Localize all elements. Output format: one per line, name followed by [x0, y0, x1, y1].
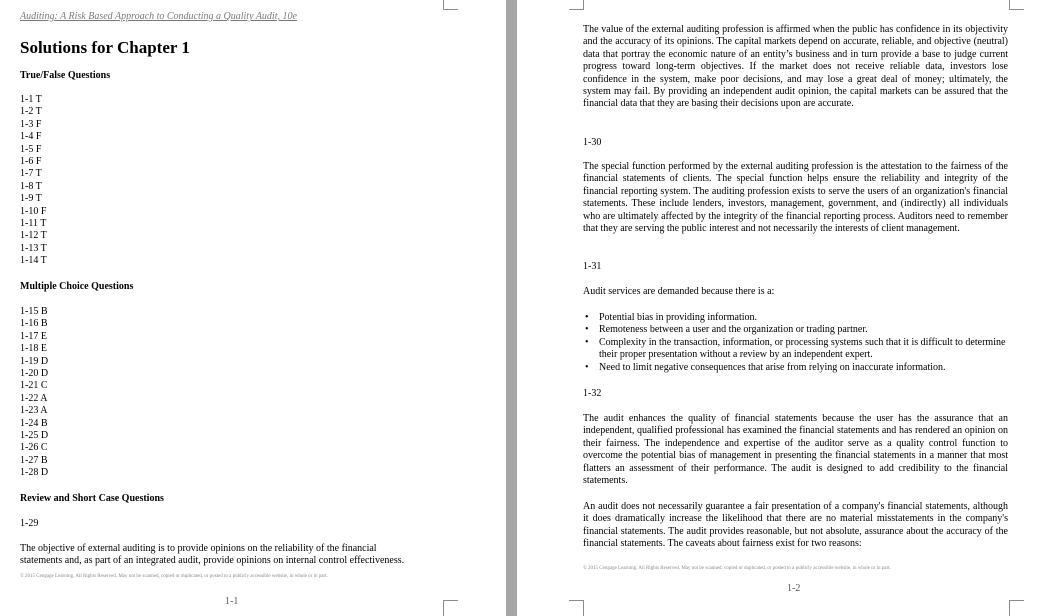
answer-item: 1-12 T — [20, 230, 47, 242]
answer-item: 1-20 D — [20, 368, 49, 380]
question-label-1-31: 1-31 — [583, 261, 602, 272]
bullet-text: Complexity in the transaction, information, or processing systems such that it is difficult to determine their proper presentation without a review by an independent expert. — [599, 336, 1006, 361]
crop-mark-top-left — [569, 0, 584, 10]
answer-item: 1-10 F — [20, 205, 47, 217]
answer-item: 1-13 T — [20, 242, 47, 254]
crop-mark-bottom-right — [1009, 600, 1024, 616]
answer-item: 1-2 T — [20, 106, 42, 118]
header-book-title: Auditing: A Risk Based Approach to Conducting a Quality Audit, 10e — [20, 11, 297, 22]
crop-mark-bottom-left — [569, 600, 584, 616]
answer-item: 1-1 T — [20, 94, 42, 105]
paragraph-value-of-auditing: The value of the external auditing profession is affirmed when the public has confidence in its objectivity and the accuracy of its opinions. The capital markets depend on accurate, reliable, and objective (neutral) data that portray the economic nature of an entity’s business and in turn provide a base to judge current progress toward long-term objectives. If the market does not receive reliable data, investors lose confidence in the system, make poor decisions, and may lose a great deal of money; ultimately, the system may fail. By providing an independent audit opinion, the capital markets can be assured that the financial data that they are basing their decisions upon are accurate. — [583, 24, 1008, 110]
true-false-answer-list — [20, 94, 47, 268]
answer-1-31-intro: Audit services are demanded because there is a: — [583, 286, 775, 297]
answer-item: 1-4 F — [20, 131, 42, 143]
crop-mark-top-right — [1009, 0, 1024, 10]
crop-mark-top-right — [443, 0, 458, 10]
answer-item: 1-19 D — [20, 355, 49, 367]
bullet-text: Remoteness between a user and the organization or trading partner. — [599, 324, 868, 336]
copyright-footer: © 2015 Cengage Learning. All Rights Reserved. May not be scanned, copied or duplicated, or posted to a publicly accessible website, in whole or in part. — [20, 574, 328, 579]
bullet-text: Need to limit negative consequences that arise from relying on inaccurate information. — [599, 361, 946, 373]
bullet-text: Potential bias in providing information. — [599, 312, 758, 323]
bullet-item — [583, 324, 1008, 336]
answer-1-32-paragraph-2: An audit does not necessarily guarantee a fair presentation of a company's financial statements, although it does dramatically increase the likelihood that there are no material misstatements in the company's financial statements. The audit provides reasonable, but not absolute, assurance about the accuracy of the financial statements. The caveats about fairness exist for two reasons: — [583, 501, 1008, 550]
answer-item: 1-28 D — [20, 467, 49, 479]
answer-item: 1-14 T — [20, 255, 47, 267]
answer-item: 1-24 B — [20, 417, 48, 429]
answer-item: 1-23 A — [20, 405, 48, 417]
answer-item: 1-26 C — [20, 442, 48, 454]
answer-item: 1-27 B — [20, 454, 48, 466]
answer-item: 1-9 T — [20, 193, 42, 205]
audit-demand-reasons-list — [583, 312, 1008, 374]
answer-item: 1-25 D — [20, 430, 49, 442]
question-label-1-29: 1-29 — [20, 518, 39, 529]
true-false-heading: True/False Questions — [20, 70, 111, 81]
crop-mark-bottom-right — [443, 600, 458, 616]
bullet-icon: • — [585, 361, 589, 373]
answer-item: 1-15 B — [20, 306, 48, 317]
question-label-1-30: 1-30 — [583, 137, 602, 148]
bullet-item — [583, 362, 1008, 374]
answer-item: 1-21 C — [20, 380, 48, 392]
bullet-icon: • — [585, 324, 589, 336]
multiple-choice-answer-list — [20, 306, 48, 480]
bullet-icon: • — [585, 336, 589, 348]
answer-item: 1-5 F — [20, 143, 42, 155]
document-page-1 — [0, 0, 506, 616]
answer-item: 1-17 E — [20, 330, 47, 342]
copyright-footer: © 2015 Cengage Learning. All Rights Reserved. May not be scanned, copied or duplicated, or posted to a publicly accessible website, in whole or in part. — [583, 566, 891, 571]
answer-item: 1-16 B — [20, 318, 48, 330]
answer-item: 1-18 E — [20, 343, 47, 355]
multiple-choice-heading: Multiple Choice Questions — [20, 281, 134, 292]
page-number: 1-2 — [787, 583, 801, 594]
bullet-icon: • — [585, 312, 589, 323]
answer-1-30: The special function performed by the external auditing profession is the attestation to the fairness of the financial statements of clients. The special function helps ensure the reliability and integrity of the financial reporting system. The auditing profession exists to serve the users of an organization's financial statements. These include lenders, investors, management, government, and (indirectly) all individuals who are ultimately affected by the integrity of the financial reporting process. Auditors need to remember that they are serving the public interest and not necessarily the interests of client management. — [583, 161, 1008, 235]
chapter-title: Solutions for Chapter 1 — [20, 38, 190, 57]
answer-item: 1-7 T — [20, 168, 42, 180]
bullet-item — [583, 312, 1008, 324]
answer-item: 1-11 T — [20, 218, 47, 230]
page-number: 1-1 — [225, 596, 239, 607]
answer-1-32-paragraph-1: The audit enhances the quality of financial statements because the user has the assurance that an independent, qualified professional has examined the financial statements and has rendered an opinion on their fairness. The independence and expertise of the auditor serve as a quality control function to overcome the potential bias of management in presenting the financial statements in a manner that most flatters an assessment of their performance. The audit is designed to add credibility to the financial statements. — [583, 413, 1008, 487]
answer-item: 1-22 A — [20, 392, 48, 404]
answer-item: 1-3 F — [20, 118, 42, 130]
answer-item: 1-6 F — [20, 156, 42, 168]
answer-1-29-line-2: statements and, as part of an integrated audit, provide opinions on internal control effectiveness. — [20, 555, 405, 566]
question-label-1-32: 1-32 — [583, 388, 602, 399]
bullet-item — [583, 337, 1008, 362]
answer-item: 1-8 T — [20, 180, 42, 192]
document-page-2 — [517, 0, 1042, 616]
review-short-case-heading: Review and Short Case Questions — [20, 493, 164, 504]
answer-1-29-line-1: The objective of external auditing is to provide opinions on the reliability of the financial — [20, 543, 377, 554]
